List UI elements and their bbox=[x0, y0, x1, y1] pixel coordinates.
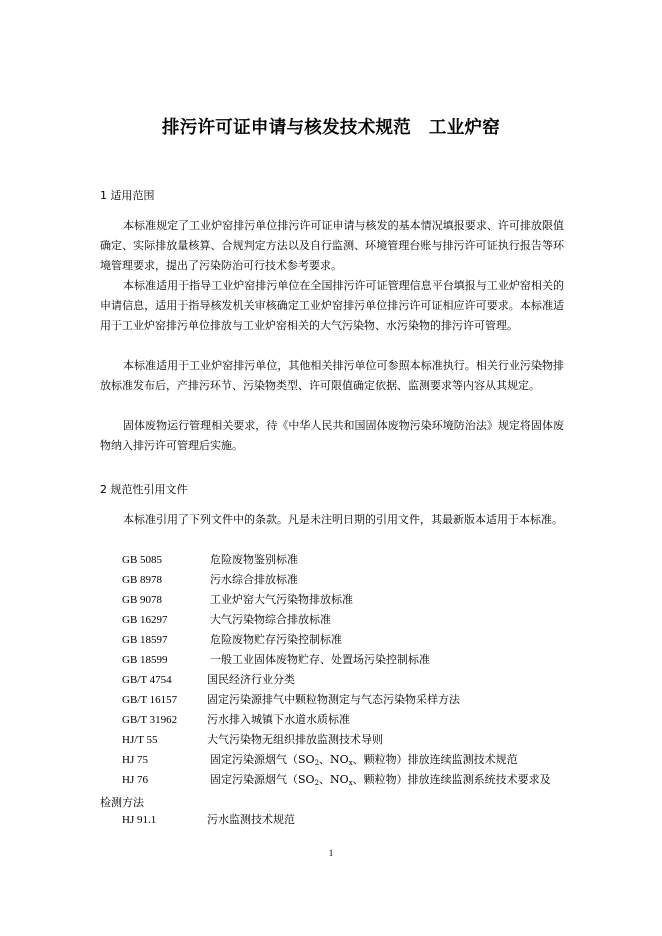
reference-item bbox=[122, 810, 295, 830]
reference-name-part: 固定污染源烟气（SO bbox=[210, 753, 315, 766]
subscript: x bbox=[348, 759, 353, 767]
reference-item bbox=[122, 670, 574, 690]
reference-name: 一般工业固体废物贮存、处置场污染控制标准 bbox=[210, 653, 430, 666]
reference-item bbox=[122, 590, 574, 610]
reference-code: HJ 91.1 bbox=[122, 814, 157, 826]
reference-name-continuation: 检测方法 bbox=[100, 796, 144, 809]
subscript: 2 bbox=[314, 759, 320, 767]
page-number: 1 bbox=[328, 848, 334, 858]
reference-name-part: 、颗粒物）排放连续监测系统技术要求及 bbox=[352, 773, 551, 786]
reference-item bbox=[122, 570, 574, 590]
reference-item bbox=[122, 550, 574, 570]
reference-item-wrapped bbox=[100, 770, 574, 813]
subscript: x bbox=[348, 779, 353, 787]
reference-name: 固定污染源排气中颗粒物测定与气态污染物采样方法 bbox=[207, 693, 460, 706]
section-1-paragraph-2: 本标准适用于指导工业炉窑排污单位在全国排污许可证管理信息平台填报与工业炉窑相关的申请信息，适用于指导核发机关审核确定工业炉窑排污单位排污许可证相应许可要求。本标准适用于工业炉窑排污单位排放与工业炉窑相关的大气污染物、水污染物的排污许可管理。 bbox=[100, 279, 564, 332]
reference-code: HJ 75 bbox=[122, 754, 148, 766]
reference-name-part: 固定污染源烟气（SO bbox=[210, 773, 315, 786]
reference-name: 污水综合排放标准 bbox=[210, 573, 298, 586]
reference-name-part: 、NO bbox=[319, 773, 349, 786]
reference-item bbox=[122, 710, 574, 730]
reference-name bbox=[210, 750, 518, 770]
reference-item bbox=[122, 610, 574, 630]
subscript: 2 bbox=[314, 779, 320, 787]
reference-name: 危险废物贮存污染控制标准 bbox=[210, 633, 342, 646]
reference-name: 污水排入城镇下水道水质标准 bbox=[207, 713, 350, 726]
reference-name: 大气污染物综合排放标准 bbox=[210, 613, 331, 626]
reference-name: 工业炉窑大气污染物排放标准 bbox=[210, 593, 353, 606]
reference-item bbox=[122, 650, 574, 670]
section-2-intro: 本标准引用了下列文件中的条款。凡是未注明日期的引用文件，其最新版本适用于本标准。 bbox=[123, 513, 563, 526]
reference-name: 污水监测技术规范 bbox=[207, 813, 295, 826]
page-title: 排污许可证申请与核发技术规范 工业炉窑 bbox=[161, 118, 501, 138]
section-1-paragraph-4: 固体废物运行管理相关要求，待《中华人民共和国固体废物污染环境防治法》规定将固体废物纳入排污许可管理后实施。 bbox=[100, 419, 564, 452]
reference-code: GB/T 16157 bbox=[122, 694, 178, 706]
reference-item bbox=[122, 690, 574, 710]
reference-name: 危险废物鉴别标准 bbox=[210, 553, 298, 566]
reference-name: 大气污染物无组织排放监测技术导则 bbox=[207, 733, 383, 746]
section-1-heading: 1 适用范围 bbox=[100, 189, 155, 202]
reference-code: GB 18597 bbox=[122, 634, 168, 646]
reference-item bbox=[122, 750, 574, 770]
reference-name: 国民经济行业分类 bbox=[207, 673, 295, 686]
reference-code: GB 5085 bbox=[122, 554, 163, 566]
reference-code: GB/T 31962 bbox=[122, 714, 178, 726]
reference-code: HJ 76 bbox=[122, 774, 148, 786]
reference-name-part: 、颗粒物）排放连续监测技术规范 bbox=[352, 753, 518, 766]
reference-code: GB/T 4754 bbox=[122, 674, 172, 686]
reference-name-part: 、NO bbox=[319, 753, 349, 766]
reference-code: HJ/T 55 bbox=[122, 734, 158, 746]
reference-item bbox=[122, 630, 574, 650]
reference-code: GB 16297 bbox=[122, 614, 168, 626]
reference-code: GB 8978 bbox=[122, 574, 163, 586]
section-2-heading: 2 规范性引用文件 bbox=[100, 483, 188, 496]
reference-code: GB 9078 bbox=[122, 594, 163, 606]
section-1-paragraph-1: 本标准规定了工业炉窑排污单位排污许可证申请与核发的基本情况填报要求、许可排放限值确定、实际排放量核算、合规判定方法以及自行监测、环境管理台账与排污许可证执行报告等环境管理要求，提出了污染防治可行技术参考要求。 bbox=[100, 219, 564, 272]
reference-list bbox=[122, 550, 574, 770]
reference-item bbox=[122, 730, 574, 750]
section-1-paragraph-3: 本标准适用于工业炉窑排污单位，其他相关排污单位可参照本标准执行。相关行业污染物排放标准发布后，产排污环节、污染物类型、许可限值确定依据、监测要求等内容从其规定。 bbox=[100, 359, 564, 392]
reference-code: GB 18599 bbox=[122, 654, 168, 666]
